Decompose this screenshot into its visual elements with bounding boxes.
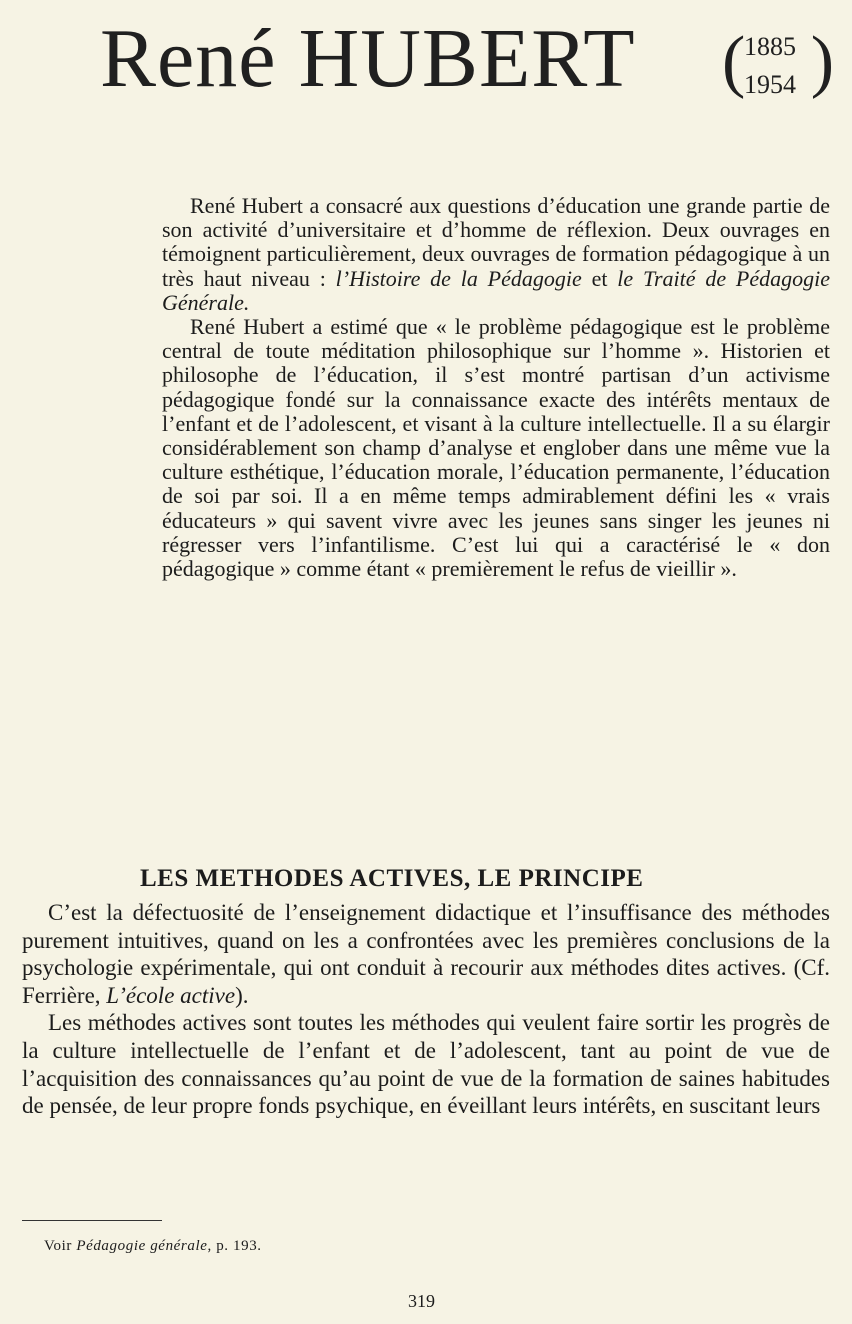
intro-paragraph-1: [162, 194, 830, 315]
close-parenthesis: ): [810, 23, 834, 100]
intro-p1-text: René Hubert a consacré aux questions d’éducation une grande partie de son activité d’universitaire et d’homme de réflexion. Deux ouvrages en témoignent particulièrement, deux ouvrages de formation pédagogique à un très haut niveau :: [162, 193, 830, 291]
intro-p1-and: et: [581, 265, 618, 291]
death-year: 1954: [744, 70, 796, 99]
body-paragraph-2: Les méthodes actives sont toutes les méthodes qui veulent faire sortir les progrès de la culture intellectuelle de l’enfant et de l’adolescent, tant au point de vue de l’acquisition des connaissances qu’au point de vue de la formation de saines habitudes de pensée, de leur propre fonds psychique, en éveillant leurs intérêts, en suscitant leurs: [22, 1010, 830, 1119]
body-paragraph-1: [22, 899, 830, 1009]
page-number: 319: [408, 1291, 435, 1311]
body-p1-end: ).: [235, 982, 249, 1008]
intro-paragraph-2: René Hubert a estimé que « le problème pédagogique est le problème central de toute méditation philosophique sur l’homme ». Historien et philosophe de l’éducation, il s’est montré partisan d’un activisme pédagogique fondé sur la connaissance exacte des intérêts mentaux de l’enfant et de l’adolescent, et visant à la culture intellectuelle. Il a su élargir considérablement son champ d’analyse et englober dans une même vue la culture esthétique, l’éducation morale, l’éducation permanente, l’éducation de soi par soi. Il a en même temps admirablement défini les « vrais éducateurs » qui savent vivre avec les jeunes sans singer les jeunes ni régresser vers l’infantilisme. C’est lui qui a caractérisé le « don pédagogique » comme étant « premièrement le refus de vieillir ».: [162, 314, 830, 582]
intro-biography: [162, 194, 830, 581]
birth-year: 1885: [744, 32, 796, 61]
reference-ecole-active: L’école active: [106, 982, 236, 1008]
footnote-rule: [22, 1220, 162, 1221]
work-title-traite: le Traité de Pédagogie Générale.: [162, 265, 830, 315]
footnote-work: Pédagogie générale: [76, 1238, 208, 1254]
life-years: [722, 24, 834, 104]
author-name-title: René HUBERT: [100, 12, 636, 105]
footnote-prefix: Voir: [44, 1238, 77, 1254]
footnote-suffix: , p. 193.: [207, 1238, 262, 1254]
section-heading: LES METHODES ACTIVES, LE PRINCIPE: [140, 864, 644, 892]
work-title-histoire: l’Histoire de la Pédagogie: [335, 265, 582, 291]
body-p1-text: C’est la défectuosité de l’enseignement didactique et l’insuffisance des méthodes purement intuitives, quand on les a confrontées avec les premières conclusions de la psychologie expérimentale, qui ont conduit à recourir aux méthodes dites actives. (Cf. Ferrière,: [22, 900, 830, 1008]
open-parenthesis: (: [722, 23, 746, 100]
footnote: [44, 1236, 262, 1256]
section-body: [22, 899, 830, 1120]
